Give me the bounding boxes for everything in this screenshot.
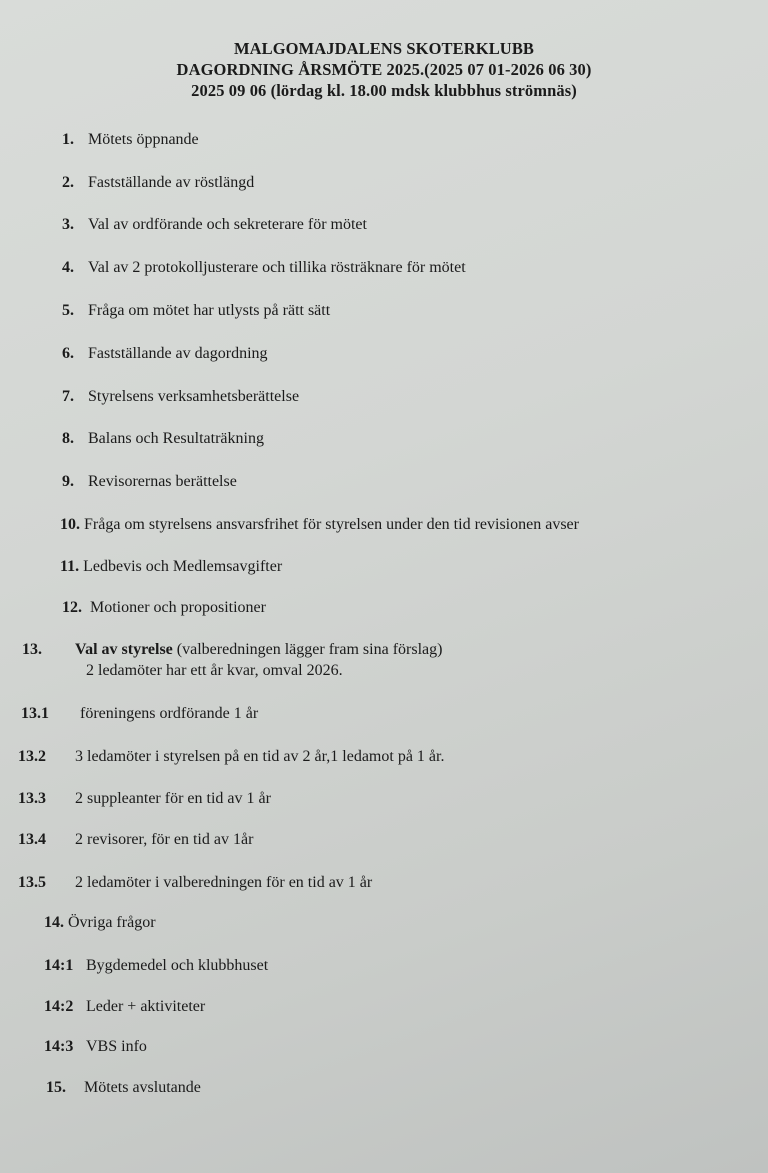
item-number: 13. bbox=[22, 641, 42, 658]
agenda-item-3 bbox=[62, 215, 367, 235]
item-text: 2 revisorer, för en tid av 1år bbox=[75, 831, 254, 848]
item-number: 12. bbox=[62, 599, 82, 616]
item-text: Balans och Resultaträkning bbox=[88, 430, 264, 447]
item-number: 2. bbox=[62, 174, 74, 191]
item-number: 8. bbox=[62, 430, 74, 447]
item-number: 11. bbox=[60, 558, 80, 575]
agenda-item-5 bbox=[62, 301, 330, 321]
agenda-item-11 bbox=[60, 557, 282, 577]
item-text-bold: Val av styrelse bbox=[75, 641, 173, 658]
item-text: Mötets öppnande bbox=[88, 131, 199, 148]
item-number: 14:1 bbox=[44, 957, 74, 974]
item-number: 13.5 bbox=[18, 874, 46, 891]
agenda-item-12 bbox=[62, 598, 266, 618]
item-number: 5. bbox=[62, 302, 74, 319]
item-text: 2 ledamöter i valberedningen för en tid av 1 år bbox=[75, 874, 373, 891]
item-text: (valberedningen lägger fram sina förslag) bbox=[172, 641, 443, 658]
item-number: 7. bbox=[62, 388, 74, 405]
agenda-item-14 bbox=[44, 913, 156, 933]
item-text: Övriga frågor bbox=[68, 914, 156, 931]
agenda-item-9 bbox=[62, 472, 237, 492]
item-number: 10. bbox=[60, 516, 80, 533]
item-text: Val av ordförande och sekreterare för mötet bbox=[88, 216, 367, 233]
agenda-subitem-13-2 bbox=[18, 747, 444, 767]
agenda-item-15 bbox=[46, 1078, 201, 1098]
agenda-subitem-13-4 bbox=[18, 830, 253, 850]
agenda-item-10 bbox=[60, 515, 579, 535]
item-number: 13.1 bbox=[21, 705, 49, 722]
item-text: Fastställande av röstlängd bbox=[88, 174, 255, 191]
agenda-item-13 bbox=[22, 640, 442, 660]
agenda-item-4 bbox=[62, 258, 466, 278]
item-number: 13.4 bbox=[18, 831, 46, 848]
item-text: Fastställande av dagordning bbox=[88, 345, 268, 362]
item-number: 9. bbox=[62, 473, 74, 490]
item-number: 6. bbox=[62, 345, 74, 362]
item-text: föreningens ordförande 1 år bbox=[80, 705, 259, 722]
agenda-item-1 bbox=[62, 130, 199, 150]
agenda-subitem-14-2 bbox=[44, 997, 205, 1017]
item-number: 13.2 bbox=[18, 748, 46, 765]
item-text: Bygdemedel och klubbhuset bbox=[86, 957, 269, 974]
item-text: 2 suppleanter för en tid av 1 år bbox=[75, 790, 271, 807]
agenda-item-6 bbox=[62, 344, 268, 364]
meeting-date: 2025 09 06 (lördag kl. 18.00 mdsk klubbhus strömnäs) bbox=[191, 81, 577, 100]
item-text: Motioner och propositioner bbox=[90, 599, 266, 616]
item-number: 4. bbox=[62, 259, 74, 276]
item-text: 3 ledamöter i styrelsen på en tid av 2 år,1 ledamot på 1 år. bbox=[75, 748, 445, 765]
item-number: 14. bbox=[44, 914, 64, 931]
club-name: MALGOMAJDALENS SKOTERKLUBB bbox=[233, 39, 535, 58]
item-text: Ledbevis och Medlemsavgifter bbox=[83, 558, 283, 575]
agenda-subitem-13-1 bbox=[21, 704, 258, 724]
item-text: Mötets avslutande bbox=[84, 1079, 201, 1096]
document-header bbox=[0, 38, 768, 101]
item-number: 14:2 bbox=[44, 998, 74, 1015]
agenda-item-13-note: 2 ledamöter har ett år kvar, omval 2026. bbox=[86, 662, 343, 679]
item-number: 14:3 bbox=[44, 1038, 74, 1055]
item-text: Fråga om mötet har utlysts på rätt sätt bbox=[88, 302, 331, 319]
item-text: VBS info bbox=[86, 1038, 147, 1055]
agenda-subitem-13-5 bbox=[18, 873, 372, 893]
item-number: 15. bbox=[46, 1079, 66, 1096]
item-text: Revisorernas berättelse bbox=[88, 473, 237, 490]
agenda-item-7 bbox=[62, 387, 299, 407]
agenda-subitem-14-3 bbox=[44, 1037, 147, 1057]
item-text: Leder + aktiviteter bbox=[86, 998, 206, 1015]
item-number: 3. bbox=[62, 216, 74, 233]
item-text: Fråga om styrelsens ansvarsfrihet för styrelsen under den tid revisionen avser bbox=[84, 516, 579, 533]
agenda-item-8 bbox=[62, 429, 264, 449]
agenda-subitem-13-3 bbox=[18, 789, 271, 809]
item-number: 13.3 bbox=[18, 790, 46, 807]
agenda-title: DAGORDNING ÅRSMÖTE 2025.(2025 07 01-2026 06 30) bbox=[176, 60, 592, 79]
item-text: Styrelsens verksamhetsberättelse bbox=[88, 388, 300, 405]
item-number: 1. bbox=[62, 131, 74, 148]
agenda-subitem-14-1 bbox=[44, 956, 268, 976]
item-text: Val av 2 protokolljusterare och tillika rösträknare för mötet bbox=[88, 259, 466, 276]
agenda-item-2 bbox=[62, 173, 254, 193]
